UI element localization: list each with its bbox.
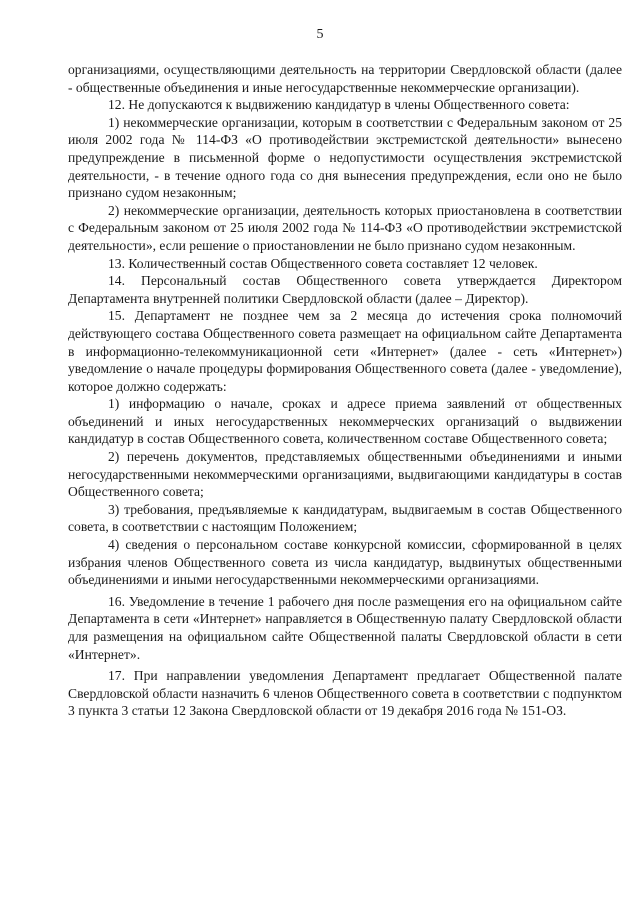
paragraph-item-12: 12. Не допускаются к выдвижению кандидатур в члены Общественного совета: xyxy=(108,97,570,113)
paragraph-item-15-1: 1) информацию о начале, сроках и адресе приема заявлений от общественных объединений и иных негосударственных некоммерческих организаций о выдвижении кандидатур в состав Общественного совета, количественном составе Общественного совета; xyxy=(68,396,622,447)
page-number: 5 xyxy=(316,27,324,42)
document-body xyxy=(68,61,622,720)
paragraph-item-15: 15. Департамент не позднее чем за 2 месяца до истечения срока полномочий действующего состава Общественного совета размещает на официальном сайте Департамента в информационно-телекоммуникационной сети «Интернет» (далее - сеть «Интернет») уведомление о начале процедуры формирования Общественного совета (далее - уведомление), которое должно содержать: xyxy=(68,308,622,394)
paragraph-item-14: 14. Персональный состав Общественного совета утверждается Директором Департамента внутренней политики Свердловской области (далее – Директор). xyxy=(68,273,622,306)
paragraph-item-16: 16. Уведомление в течение 1 рабочего дня после размещения его на официальном сайте Департамента в сети «Интернет» направляется в Общественную палату Свердловской области для размещения на официальном сайте Общественной палаты Свердловской области в сети «Интернет». xyxy=(68,593,622,662)
paragraph-item-15-2: 2) перечень документов, представляемых общественными объединениями и иными негосударственными некоммерческими организациями, выдвигающими кандидатуры в состав Общественного совета; xyxy=(68,449,622,500)
paragraph-item-15-4: 4) сведения о персональном составе конкурсной комиссии, сформированной в целях избрания членов Общественного совета из числа кандидатур, выдвинутых общественными объединениями и иными негосударственными некоммерческими организациями. xyxy=(68,537,622,588)
paragraph-item-12-2: 2) некоммерческие организации, деятельность которых приостановлена в соответствии с Федеральным законом от 25 июля 2002 года № 114-ФЗ «О противодействии экстремистской деятельности», если решение о приостановлении не было признано судом незаконным. xyxy=(68,202,622,253)
paragraph-item-17: 17. При направлении уведомления Департамент предлагает Общественной палате Свердловской области назначить 6 членов Общественного совета в соответствии с подпунктом 3 пункта 3 статьи 12 Закона Свердловской области от 19 декабря 2016 года № 151-ОЗ. xyxy=(68,668,622,719)
paragraph-item-13: 13. Количественный состав Общественного совета составляет 12 человек. xyxy=(108,255,538,271)
paragraph-item-12-1: 1) некоммерческие организации, которым в соответствии с Федеральным законом от 25 июля 2002 года № 114-ФЗ «О противодействии экстремистской деятельности» вынесено предупреждение в письменной форме о недопустимости осуществления экстремистской деятельности, - в течение одного года со дня вынесения предупреждения, если оно не было признано судом незаконным; xyxy=(68,114,622,201)
paragraph-continuation: организациями, осуществляющими деятельность на территории Свердловской области (далее - общественные объединения и иные негосударственные некоммерческие организации). xyxy=(68,62,622,95)
paragraph-item-15-3: 3) требования, предъявляемые к кандидатурам, выдвигаемым в состав Общественного совета, в соответствии с настоящим Положением; xyxy=(68,501,622,535)
